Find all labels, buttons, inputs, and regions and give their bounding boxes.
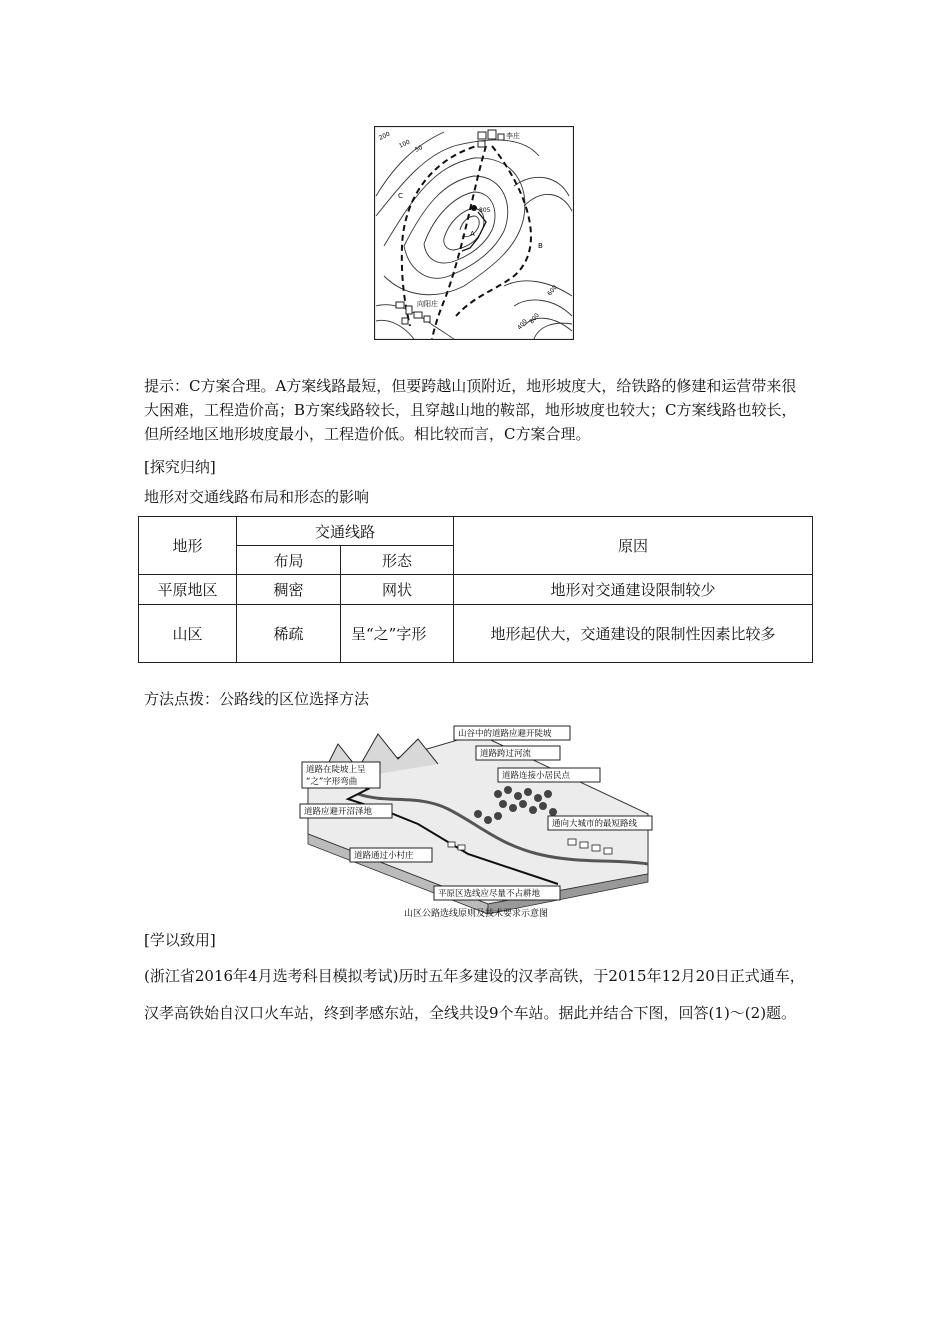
header-route: 交通线路 <box>237 517 454 546</box>
route-a-label: A <box>470 230 475 238</box>
diagram-label-zigzag-2: “之”字形弯曲 <box>306 777 358 787</box>
header-form: 形态 <box>341 546 454 575</box>
section-title-apply: [学以致用] <box>144 931 216 949</box>
contour-label-400: 400 <box>516 318 529 332</box>
cell-terrain: 平原地区 <box>139 575 237 605</box>
cell-layout: 稀疏 <box>237 605 341 663</box>
village-top-label: 李庄 <box>506 132 520 140</box>
diagram-label-through-village: 道路通过小村庄 <box>354 851 414 861</box>
header-terrain: 地形 <box>139 517 237 575</box>
method-tip: 方法点拨：公路线的区位选择方法 <box>144 690 370 708</box>
section-title-explore: [探究归纳] <box>144 458 216 476</box>
contour-label-200: 200 <box>377 130 392 142</box>
cell-reason: 地形起伏大，交通建设的限制性因素比较多 <box>454 605 813 663</box>
diagram-label-zigzag-1: 道路在陡坡上呈 <box>306 765 366 775</box>
contour-label-600: 600 <box>546 284 559 298</box>
diagram-label-save-farmland: 平原区选线应尽量不占耕地 <box>438 889 541 899</box>
table-title: 地形对交通线路布局和形态的影响 <box>144 488 370 506</box>
contour-map-figure <box>374 126 574 340</box>
route-b-label: B <box>538 242 543 250</box>
question-paragraph: (浙江省2016年4月选考科目模拟考试)历时五年多建设的汉孝高铁，于2015年12月20日正式通车，汉孝高铁始自汉口火车站，终到孝感东站，全线共设9个车站。据此并结合下图，回答(1)～(2)题。 <box>144 967 805 1022</box>
cell-layout: 稠密 <box>237 575 341 605</box>
cell-form: 网状 <box>341 575 454 605</box>
diagram-label-connect-settlement: 道路连接小居民点 <box>502 771 571 781</box>
route-c-label: C <box>398 192 403 200</box>
table-row <box>139 575 813 605</box>
road-selection-diagram <box>298 724 654 920</box>
hint-paragraph: 提示：C方案合理。A方案线路最短，但要跨越山顶附近，地形坡度大，给铁路的修建和运营带来很大困难，工程造价高；B方案线路较长，且穿越山地的鞍部，地形坡度也较大；C方案线路也较长，但所经地区地形坡度最小，工程造价低。相比较而言，C方案合理。 <box>144 377 797 443</box>
header-reason: 原因 <box>454 517 813 575</box>
header-layout: 布局 <box>237 546 341 575</box>
village-bottom-label: 向阳庄 <box>417 300 438 308</box>
diagram-label-shortest-route: 通向大城市的最短路线 <box>552 819 638 829</box>
cell-reason: 地形对交通建设限制较少 <box>454 575 813 605</box>
cell-terrain: 山区 <box>139 605 237 663</box>
peak-elevation-label: 805 <box>479 207 491 214</box>
cell-form: 呈“之”字形 <box>341 605 454 663</box>
contour-label-50: 50 <box>413 144 424 154</box>
diagram-caption: 山区公路选线原则及技术要求示意图 <box>403 909 549 919</box>
contour-label-100: 100 <box>397 138 412 150</box>
diagram-label-cross-river: 道路跨过河流 <box>480 749 532 759</box>
diagram-label-avoid-slope: 山谷中的道路应避开陡坡 <box>458 729 552 739</box>
contour-label-800: 800 <box>528 312 541 326</box>
terrain-transport-table <box>138 516 813 663</box>
diagram-label-avoid-swamp: 道路应避开沼泽地 <box>304 807 373 817</box>
table-row <box>139 605 813 663</box>
